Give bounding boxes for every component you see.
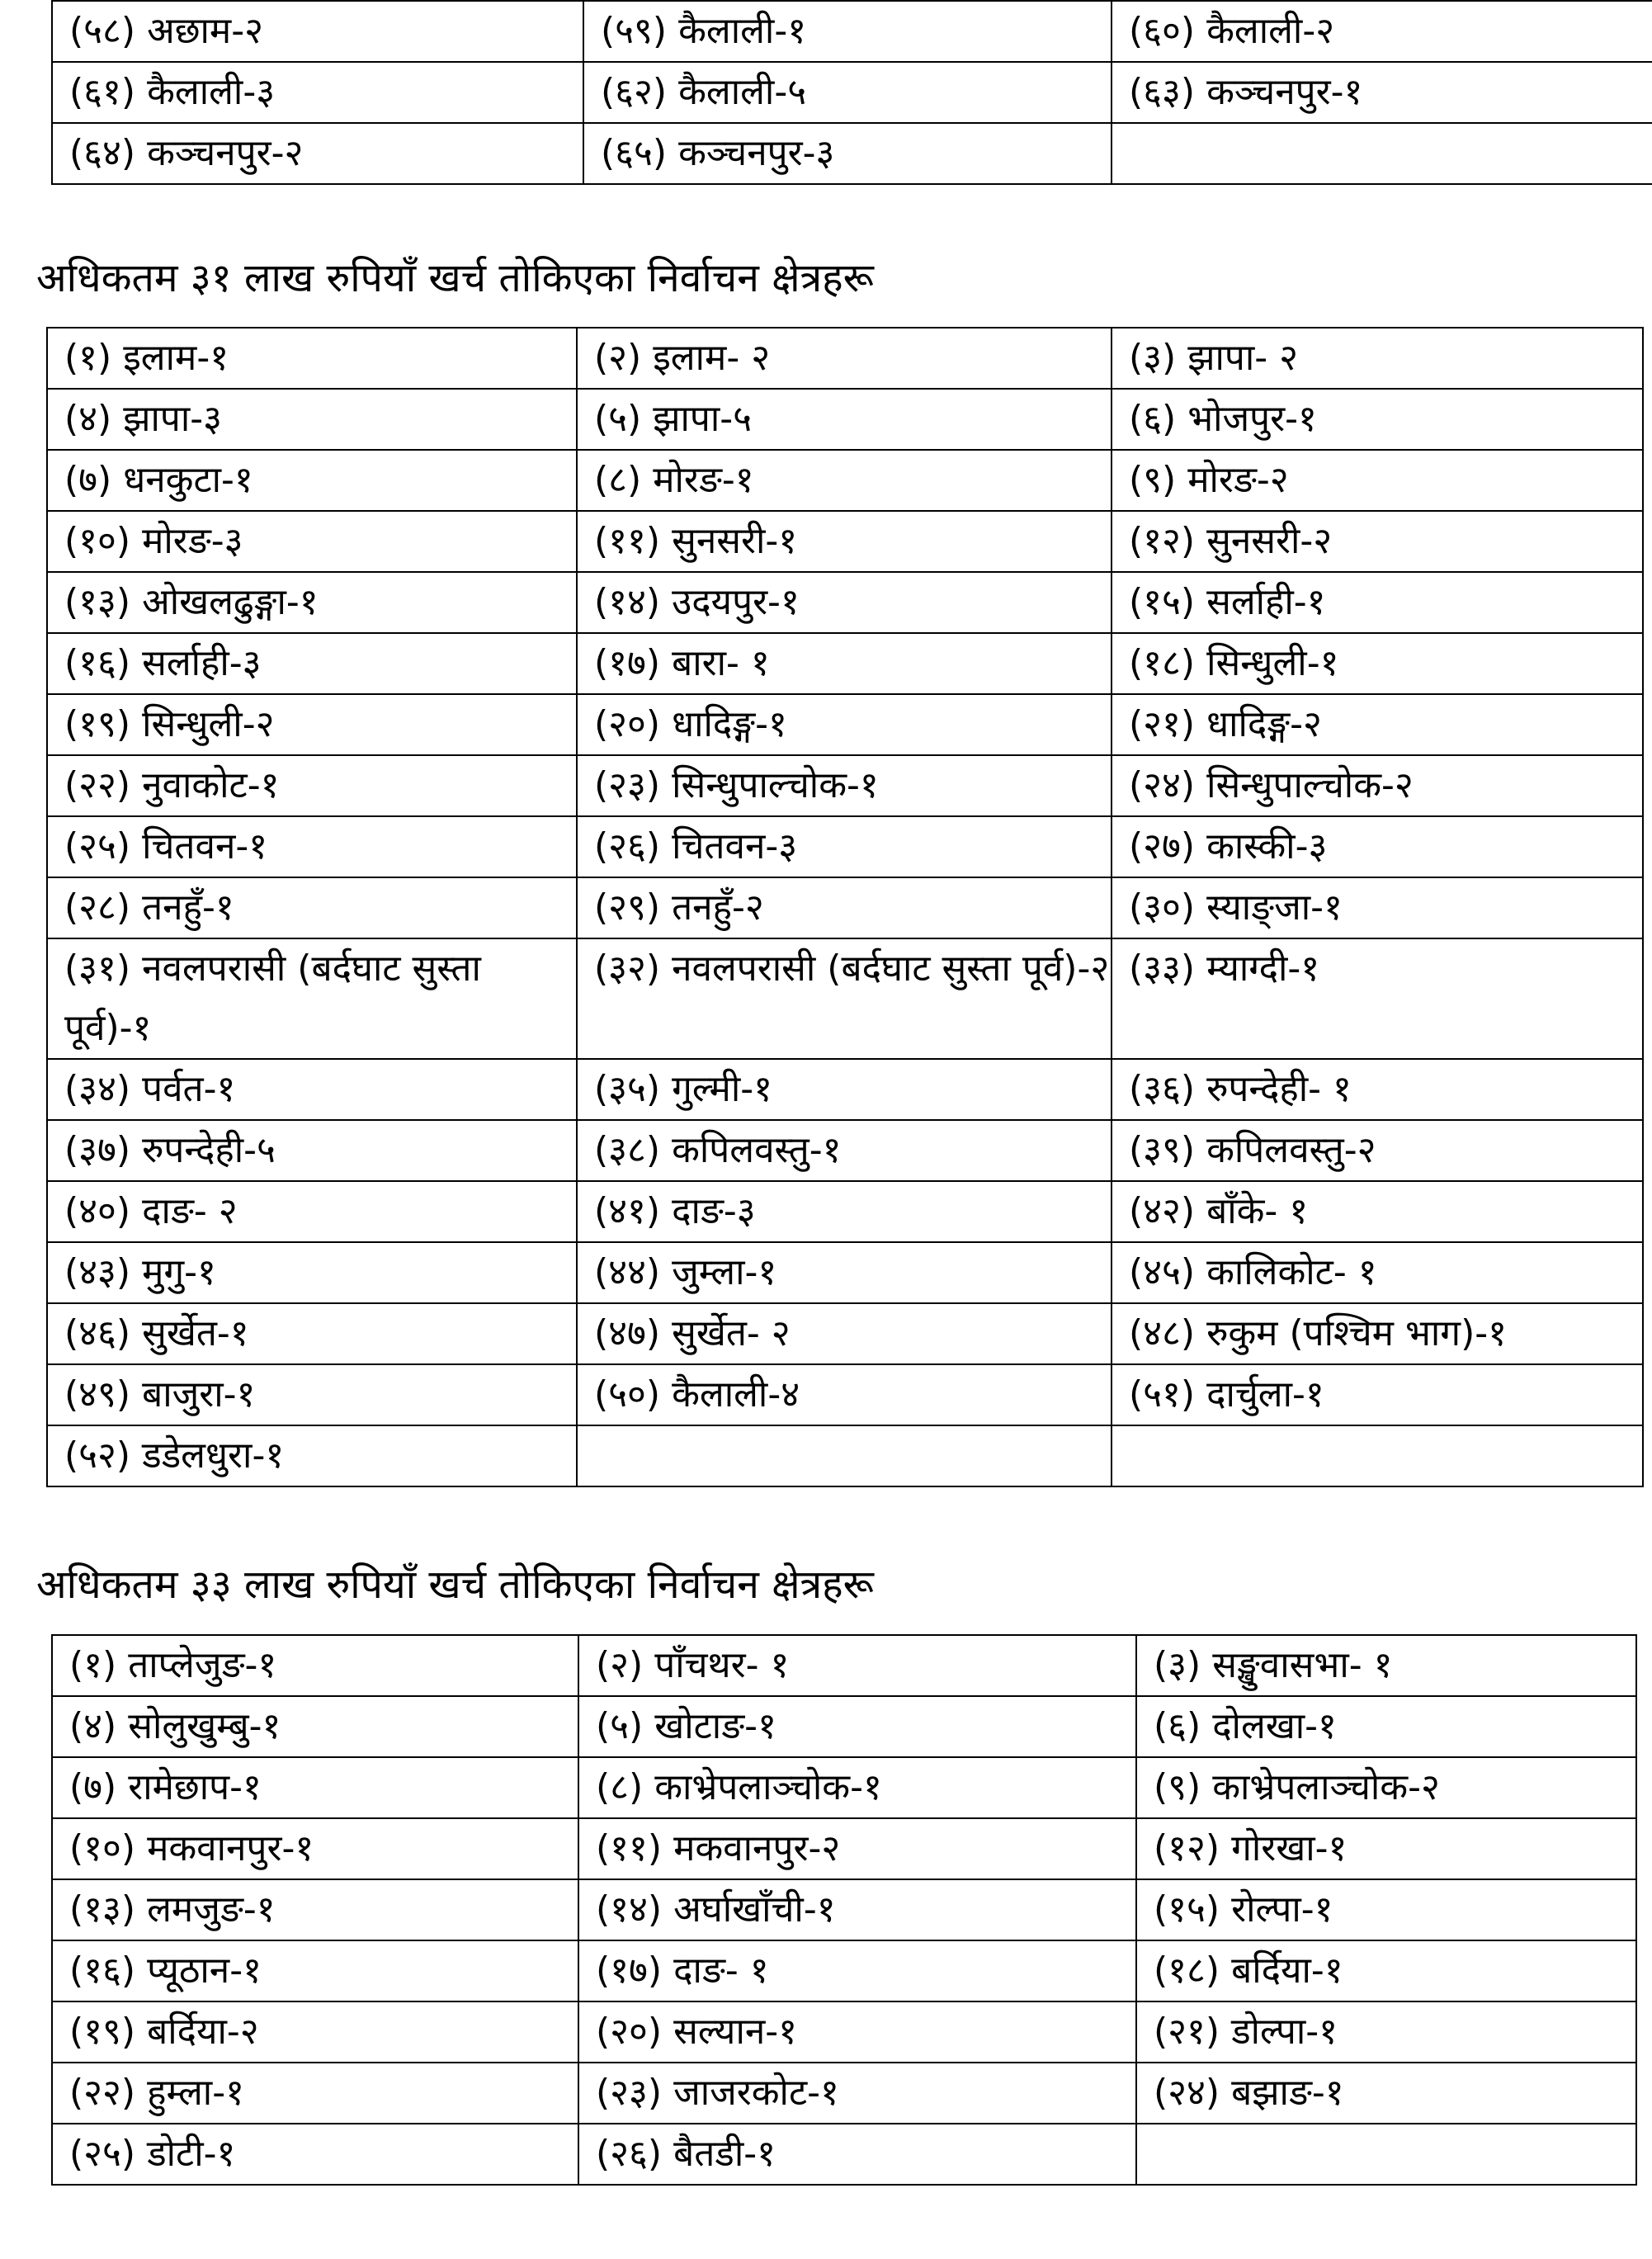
- table-cell: (४५) कालिकोट- १: [1112, 1242, 1643, 1303]
- table-cell: (१६) सर्लाही-३: [47, 633, 577, 694]
- table-cell: (३२) नवलपरासी (बर्दघाट सुस्ता पूर्व)-२: [577, 938, 1112, 1059]
- table-cell: (१९) सिन्धुली-२: [47, 694, 577, 755]
- table-cell: (२९) तनहुँ-२: [577, 877, 1112, 938]
- table-cell: (१३) ओखलढुङ्गा-१: [47, 572, 577, 633]
- table-cell: (४१) दाङ-३: [577, 1181, 1112, 1242]
- table-row: [47, 877, 1643, 938]
- table-cell: (३१) नवलपरासी (बर्दघाट सुस्ता पूर्व)-१: [47, 938, 577, 1059]
- table-cell: [1112, 1425, 1643, 1486]
- table-cell: (१७) बारा- १: [577, 633, 1112, 694]
- table-row: [52, 123, 1652, 184]
- table-row: [52, 1818, 1636, 1879]
- table-row: [47, 1425, 1643, 1486]
- table-cell: (१९) बर्दिया-२: [52, 2001, 578, 2063]
- table-cell: (१२) गोरखा-१: [1136, 1818, 1636, 1879]
- table-row: [47, 816, 1643, 877]
- table-cell: (१) इलाम-१: [47, 328, 577, 389]
- table-cell: (२५) डोटी-१: [52, 2124, 578, 2185]
- table-cell: (६२) कैलाली-५: [583, 62, 1112, 123]
- table-cell: (३) सङ्खुवासभा- १: [1136, 1635, 1636, 1696]
- table-cell: (१४) उदयपुर-१: [577, 572, 1112, 633]
- table-cell: (२१) धादिङ्ग-२: [1112, 694, 1643, 755]
- table-cell: (४४) जुम्ला-१: [577, 1242, 1112, 1303]
- table-cell: (२२) हुम्ला-१: [52, 2063, 578, 2124]
- section-heading-31-lakh: अधिकतम ३१ लाख रुपियाँ खर्च तोकिएका निर्वाचन क्षेत्रहरू: [36, 255, 874, 301]
- table-cell: (१५) रोल्पा-१: [1136, 1879, 1636, 1940]
- table-cell: (१७) दाङ- १: [578, 1940, 1136, 2001]
- table-cell: (५) खोटाङ-१: [578, 1696, 1136, 1757]
- table-cell: (४) सोलुखुम्बु-१: [52, 1696, 578, 1757]
- table-cell: (६१) कैलाली-३: [52, 62, 583, 123]
- table-cell: (५२) डडेलधुरा-१: [47, 1425, 577, 1486]
- table-cell: (३३) म्याग्दी-१: [1112, 938, 1643, 1059]
- table-cell: (३९) कपिलवस्तु-२: [1112, 1120, 1643, 1181]
- table-cell: (२३) सिन्धुपाल्चोक-१: [577, 755, 1112, 816]
- table-cell: (३५) गुल्मी-१: [577, 1059, 1112, 1120]
- table-cell: (५८) अछाम-२: [52, 1, 583, 62]
- table-row: [47, 389, 1643, 450]
- table-cell: (२) पाँचथर- १: [578, 1635, 1136, 1696]
- table-cell: (२०) धादिङ्ग-१: [577, 694, 1112, 755]
- table-cell: (१८) सिन्धुली-१: [1112, 633, 1643, 694]
- table-cell: (६) दोलखा-१: [1136, 1696, 1636, 1757]
- table-cell: (८) काभ्रेपलाञ्चोक-१: [578, 1757, 1136, 1818]
- table-row: [52, 2124, 1636, 2185]
- table-cell: [1136, 2124, 1636, 2185]
- table-row: [52, 2001, 1636, 2063]
- table-cell: (२८) तनहुँ-१: [47, 877, 577, 938]
- table-row: [47, 1242, 1643, 1303]
- table-cell: (६३) कञ्चनपुर-१: [1112, 62, 1652, 123]
- table-row: [47, 633, 1643, 694]
- table-cell: (१८) बर्दिया-१: [1136, 1940, 1636, 2001]
- table-cell: (६०) कैलाली-२: [1112, 1, 1652, 62]
- constituency-table-31-lakh: [46, 327, 1644, 1487]
- table-row: [52, 1757, 1636, 1818]
- table-row: [47, 328, 1643, 389]
- table-cell: (४) झापा-३: [47, 389, 577, 450]
- table-cell: (६५) कञ्चनपुर-३: [583, 123, 1112, 184]
- table-cell: (३) झापा- २: [1112, 328, 1643, 389]
- table-row: [52, 1879, 1636, 1940]
- table-cell: (४२) बाँके- १: [1112, 1181, 1643, 1242]
- table-row: [52, 1940, 1636, 2001]
- table-cell: (२१) डोल्पा-१: [1136, 2001, 1636, 2063]
- table-cell: (९) काभ्रेपलाञ्चोक-२: [1136, 1757, 1636, 1818]
- table-cell: (२४) सिन्धुपाल्चोक-२: [1112, 755, 1643, 816]
- table-cell: (११) मकवानपुर-२: [578, 1818, 1136, 1879]
- table-cell: (२७) कास्की-३: [1112, 816, 1643, 877]
- table-cell: (२६) चितवन-३: [577, 816, 1112, 877]
- table-cell: (८) मोरङ-१: [577, 450, 1112, 511]
- table-cell: (११) सुनसरी-१: [577, 511, 1112, 572]
- table-cell: (४९) बाजुरा-१: [47, 1364, 577, 1425]
- table-row: [47, 694, 1643, 755]
- table-cell: (४३) मुगु-१: [47, 1242, 577, 1303]
- table-row: [47, 938, 1643, 1059]
- table-cell: (४७) सुर्खेत- २: [577, 1303, 1112, 1364]
- table-cell: [577, 1425, 1112, 1486]
- table-cell: (४०) दाङ- २: [47, 1181, 577, 1242]
- table-cell: (६) भोजपुर-१: [1112, 389, 1643, 450]
- table-cell: (१५) सर्लाही-१: [1112, 572, 1643, 633]
- table-cell: (७) रामेछाप-१: [52, 1757, 578, 1818]
- table-cell: (३८) कपिलवस्तु-१: [577, 1120, 1112, 1181]
- table-cell: (५०) कैलाली-४: [577, 1364, 1112, 1425]
- table-row: [52, 2063, 1636, 2124]
- table-cell: (५१) दार्चुला-१: [1112, 1364, 1643, 1425]
- table-row: [47, 572, 1643, 633]
- table-cell: [1112, 123, 1652, 184]
- table-cell: (४६) सुर्खेत-१: [47, 1303, 577, 1364]
- table-row: [47, 511, 1643, 572]
- table-cell: (१२) सुनसरी-२: [1112, 511, 1643, 572]
- table-cell: (९) मोरङ-२: [1112, 450, 1643, 511]
- constituency-table-continued: [51, 0, 1652, 185]
- table-cell: (१४) अर्घाखाँची-१: [578, 1879, 1136, 1940]
- table-cell: (३६) रुपन्देही- १: [1112, 1059, 1643, 1120]
- constituency-table-33-lakh: [51, 1634, 1637, 2186]
- table-row: [47, 1120, 1643, 1181]
- table-row: [52, 62, 1652, 123]
- table-row: [47, 1059, 1643, 1120]
- table-cell: (३७) रुपन्देही-५: [47, 1120, 577, 1181]
- table-row: [47, 1364, 1643, 1425]
- table-cell: (५९) कैलाली-१: [583, 1, 1112, 62]
- table-cell: (१६) प्यूठान-१: [52, 1940, 578, 2001]
- table-cell: (२३) जाजरकोट-१: [578, 2063, 1136, 2124]
- table-cell: (१) ताप्लेजुङ-१: [52, 1635, 578, 1696]
- table-cell: (७) धनकुटा-१: [47, 450, 577, 511]
- table-row: [52, 1696, 1636, 1757]
- table-cell: (२५) चितवन-१: [47, 816, 577, 877]
- table-row: [47, 755, 1643, 816]
- table-row: [47, 1303, 1643, 1364]
- table-cell: (१०) मकवानपुर-१: [52, 1818, 578, 1879]
- table-cell: (४८) रुकुम (पश्चिम भाग)-१: [1112, 1303, 1643, 1364]
- table-row: [52, 1635, 1636, 1696]
- table-cell: (२०) सल्यान-१: [578, 2001, 1136, 2063]
- table-cell: (३४) पर्वत-१: [47, 1059, 577, 1120]
- table-cell: (१३) लमजुङ-१: [52, 1879, 578, 1940]
- table-cell: (३०) स्याङ्जा-१: [1112, 877, 1643, 938]
- table-row: [47, 1181, 1643, 1242]
- table-cell: (२) इलाम- २: [577, 328, 1112, 389]
- table-cell: (५) झापा-५: [577, 389, 1112, 450]
- table-row: [47, 450, 1643, 511]
- section-heading-33-lakh: अधिकतम ३३ लाख रुपियाँ खर्च तोकिएका निर्वाचन क्षेत्रहरू: [36, 1562, 874, 1608]
- table-cell: (२२) नुवाकोट-१: [47, 755, 577, 816]
- table-cell: (२४) बझाङ-१: [1136, 2063, 1636, 2124]
- table-row: [52, 1, 1652, 62]
- table-cell: (१०) मोरङ-३: [47, 511, 577, 572]
- table-cell: (६४) कञ्चनपुर-२: [52, 123, 583, 184]
- table-cell: (२६) बैतडी-१: [578, 2124, 1136, 2185]
